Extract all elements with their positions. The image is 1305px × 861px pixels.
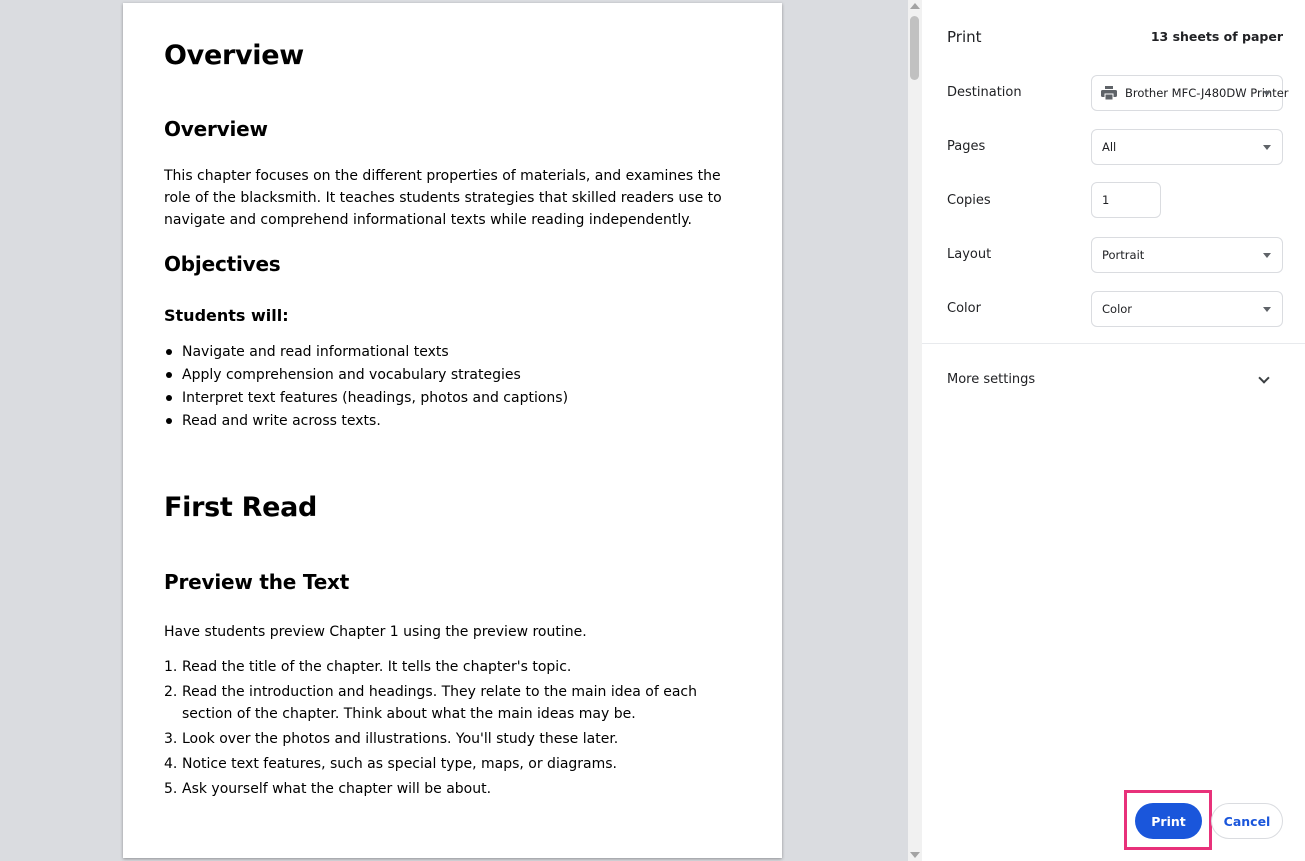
overview-text: This chapter focuses on the different properties of materials, and examines the role of the blacksmith. It teaches students strategies that skilled readers use to navigate and comprehend informational texts while reading independently. [164, 168, 722, 228]
panel-title: Print [947, 28, 982, 46]
dropdown-caret-icon [1263, 91, 1271, 96]
color-select[interactable] [1091, 291, 1283, 327]
list-item [164, 681, 741, 725]
pages-label: Pages [947, 139, 986, 154]
dropdown-caret-icon [1263, 307, 1271, 312]
color-value: Color [1102, 302, 1133, 316]
list-item [164, 728, 741, 750]
print-settings-panel [922, 0, 1305, 861]
list-item [164, 656, 741, 678]
list-item: Read and write across texts. [164, 410, 741, 433]
step-number: 4. [164, 756, 178, 772]
layout-value: Portrait [1102, 248, 1145, 262]
pages-select[interactable] [1091, 129, 1283, 165]
dropdown-caret-icon [1263, 145, 1271, 150]
overview-heading: Overview [164, 40, 304, 71]
list-item [164, 778, 741, 800]
objectives-list [164, 341, 741, 433]
printer-icon [1101, 86, 1117, 100]
step-number: 1. [164, 659, 178, 675]
copies-label: Copies [947, 193, 991, 208]
preview-scrollbar[interactable] [908, 0, 922, 861]
print-button[interactable]: Print [1135, 803, 1202, 839]
layout-select[interactable] [1091, 237, 1283, 273]
copies-input[interactable] [1091, 182, 1161, 218]
dropdown-caret-icon [1263, 253, 1271, 258]
color-label: Color [947, 301, 981, 316]
preview-intro: Have students preview Chapter 1 using the preview routine. [164, 624, 587, 640]
scroll-down-arrow-icon[interactable] [910, 852, 920, 858]
more-settings-toggle[interactable] [922, 362, 1305, 398]
list-item: Apply comprehension and vocabulary strategies [164, 364, 741, 387]
divider [922, 343, 1305, 344]
step-text: Read the title of the chapter. It tells the chapter's topic. [182, 659, 572, 675]
list-item: Interpret text features (headings, photos and captions) [164, 387, 741, 410]
step-number: 2. [164, 684, 178, 700]
preview-page [123, 3, 782, 858]
scrollbar-thumb[interactable] [910, 16, 919, 80]
step-number: 5. [164, 781, 178, 797]
step-text: Notice text features, such as special type, maps, or diagrams. [182, 756, 618, 772]
more-settings-label: More settings [947, 372, 1036, 387]
layout-label: Layout [947, 247, 992, 262]
pages-value: All [1102, 140, 1117, 154]
students-will-heading: Students will: [164, 306, 289, 325]
step-text: Read the introduction and headings. They relate to the main idea of each section of the chapter. Think about what the main ideas may be. [182, 684, 697, 722]
destination-select[interactable] [1091, 75, 1289, 111]
destination-value: Brother MFC-J480DW Printer [1125, 86, 1289, 100]
destination-label: Destination [947, 85, 1022, 100]
chevron-down-icon [1258, 372, 1269, 383]
first-read-heading: First Read [164, 492, 318, 523]
scroll-up-arrow-icon[interactable] [910, 3, 920, 9]
objectives-heading: Objectives [164, 252, 281, 276]
preview-steps-list [164, 656, 741, 800]
list-item: Navigate and read informational texts [164, 341, 741, 364]
cancel-button[interactable]: Cancel [1211, 803, 1283, 839]
step-text: Look over the photos and illustrations. You'll study these later. [182, 731, 619, 747]
list-item [164, 753, 741, 775]
preview-text-heading: Preview the Text [164, 570, 350, 594]
overview-subheading: Overview [164, 117, 268, 141]
sheet-count: 13 sheets of paper [1150, 29, 1283, 44]
step-number: 3. [164, 731, 178, 747]
step-text: Ask yourself what the chapter will be about. [182, 781, 492, 797]
